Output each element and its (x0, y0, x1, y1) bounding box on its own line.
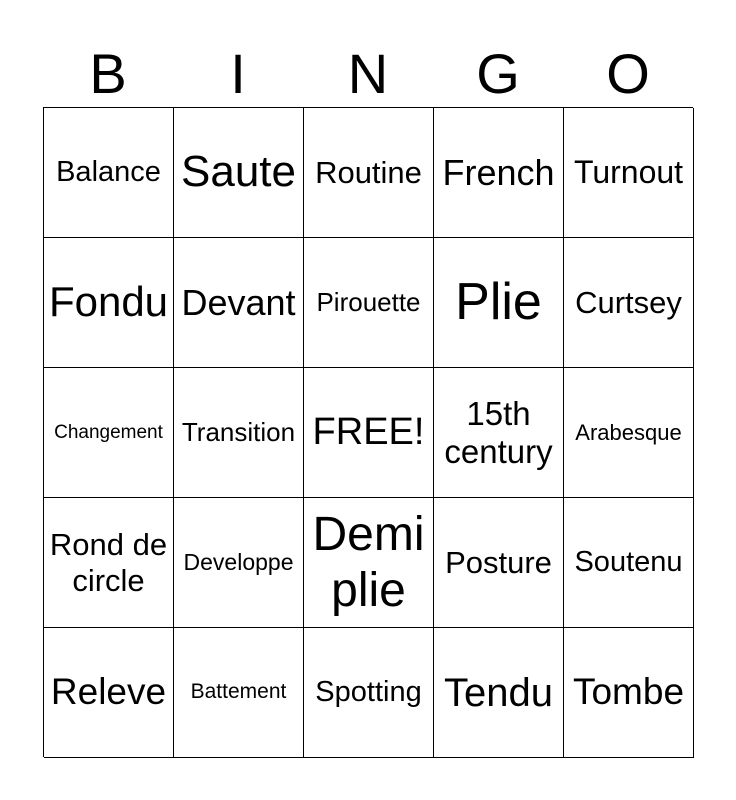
bingo-cell[interactable] (434, 498, 564, 628)
free-space-cell[interactable] (304, 368, 434, 498)
cell-text: French (442, 151, 555, 193)
cell-text: Demi plie (312, 508, 425, 617)
cell-text: Routine (315, 154, 422, 190)
cell-text: FREE! (312, 410, 425, 453)
cell-text: Curtsey (575, 284, 682, 320)
cell-text: Transition (181, 416, 296, 447)
cell-text: Tendu (444, 670, 553, 715)
cell-text: Plie (455, 272, 542, 331)
header-letter-g: G (476, 42, 520, 105)
bingo-cell[interactable] (434, 238, 564, 368)
bingo-grid (43, 107, 693, 757)
bingo-cell[interactable] (564, 498, 694, 628)
cell-text: Posture (445, 544, 552, 580)
cell-text: Soutenu (574, 545, 683, 578)
bingo-cell[interactable] (304, 108, 434, 238)
cell-text: Devant (181, 281, 296, 323)
cell-text: Fondu (48, 278, 169, 326)
bingo-cell[interactable] (44, 628, 174, 758)
cell-text: Arabesque (575, 419, 682, 445)
bingo-cell[interactable] (174, 498, 304, 628)
cell-text: Turnout (573, 154, 684, 191)
cell-text: Pirouette (316, 286, 421, 317)
header-letter-n: N (347, 42, 389, 105)
cell-text: Tombe (572, 671, 685, 713)
bingo-cell[interactable] (304, 498, 434, 628)
bingo-cell[interactable] (174, 628, 304, 758)
bingo-cell[interactable] (434, 368, 564, 498)
bingo-cell[interactable] (564, 628, 694, 758)
bingo-cell[interactable] (174, 368, 304, 498)
bingo-cell[interactable] (564, 238, 694, 368)
bingo-cell[interactable] (44, 498, 174, 628)
header-letter-i: I (230, 42, 246, 105)
cell-text: Developpe (183, 549, 294, 576)
bingo-cell[interactable] (304, 628, 434, 758)
cell-text: Saute (181, 147, 296, 197)
header-letter-b: B (89, 42, 127, 105)
cell-text: Spotting (315, 675, 422, 708)
cell-text: Rond de circle (49, 526, 168, 598)
bingo-cell[interactable] (174, 108, 304, 238)
bingo-cell[interactable] (564, 108, 694, 238)
bingo-cell[interactable] (564, 368, 694, 498)
header-letter-o: O (606, 42, 650, 105)
bingo-header (43, 40, 693, 108)
cell-text: Releve (50, 671, 167, 713)
bingo-cell[interactable] (44, 108, 174, 238)
cell-text: Changement (54, 421, 163, 443)
bingo-cell[interactable] (44, 368, 174, 498)
cell-text: Battement (190, 680, 287, 704)
bingo-cell[interactable] (434, 108, 564, 238)
bingo-cell[interactable] (174, 238, 304, 368)
cell-text: 15th century (444, 394, 553, 470)
bingo-cell[interactable] (44, 238, 174, 368)
bingo-cell[interactable] (434, 628, 564, 758)
bingo-cell[interactable] (304, 238, 434, 368)
cell-text: Balance (56, 155, 161, 188)
